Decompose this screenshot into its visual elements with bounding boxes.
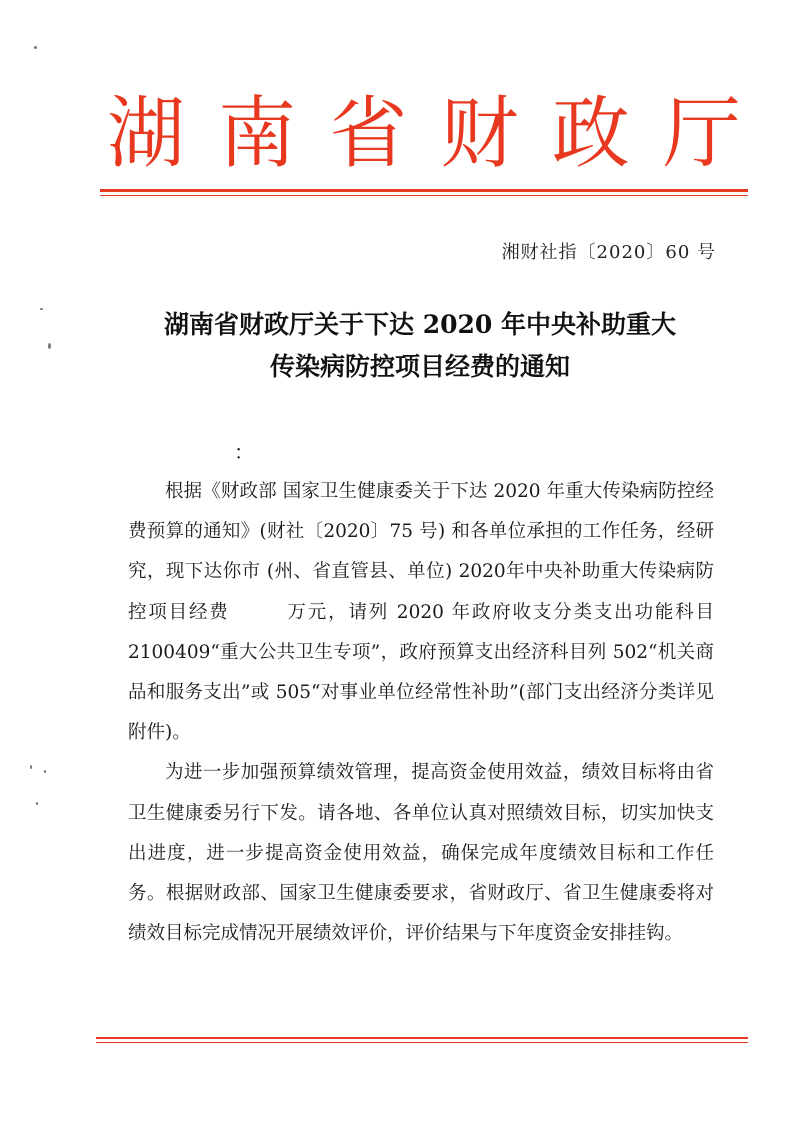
paragraph-1	[128, 472, 714, 753]
document-number: 湘财社指〔2020〕60 号	[501, 242, 716, 263]
agency-masthead	[100, 88, 748, 180]
paragraph-2: 为进一步加强预算绩效管理，提高资金使用效益，绩效目标将由省卫生健康委另行下发。请各地、各单位认真对照绩效目标，切实加快支出进度，进一步提高资金使用效益，确保完成年度绩效目标和工作任务。根据财政部、国家卫生健康委要求，省财政厅、省卫生健康委将对绩效目标完成情况开展绩效评价，评价结果与下年度资金安排挂钩。	[128, 762, 714, 945]
scan-speck	[36, 802, 38, 805]
footer-red-rule-thin	[96, 1042, 748, 1043]
title-line-2: 传染病防控项目经费的通知	[269, 352, 570, 381]
masthead-char: 湖	[106, 89, 185, 179]
document-body	[128, 472, 714, 954]
title-line-1: 湖南省财政厅关于下达 2020 年中央补助重大	[164, 310, 676, 339]
masthead-char: 财	[440, 89, 519, 179]
scan-speck	[40, 308, 43, 310]
footer-red-rule	[96, 1037, 748, 1039]
paragraph-1-part-a: 根据《财政部 国家卫生健康委关于下达 2020 年重大传染病防控经费预算的通知》(财社〔2020〕75 号) 和各单位承担的工作任务，经研究，现下达你市 (州、省直管县、单位) 2020年中央补助重大传染病防控项目经费	[128, 481, 714, 623]
masthead-char: 政	[551, 89, 630, 179]
document-title	[110, 304, 730, 388]
masthead-char: 厅	[662, 89, 741, 179]
masthead-red-rule	[100, 189, 748, 192]
masthead-red-rule-thin	[100, 195, 748, 196]
scan-speck	[34, 46, 37, 49]
scan-speck	[30, 765, 32, 769]
masthead-char: 省	[329, 89, 408, 179]
salutation: ：	[234, 440, 254, 464]
scan-speck	[48, 343, 51, 349]
scan-speck	[44, 770, 46, 773]
masthead-char: 南	[218, 89, 297, 179]
paragraph-1-part-b: 万元，请列 2020 年政府收支分类支出功能科目 2100409“重大公共卫生专项”，政府预算支出经济科目列 502“机关商品和服务支出”或 505“对事业单位经常性补助”(部门支出经济分类详见附件)。	[128, 601, 714, 744]
